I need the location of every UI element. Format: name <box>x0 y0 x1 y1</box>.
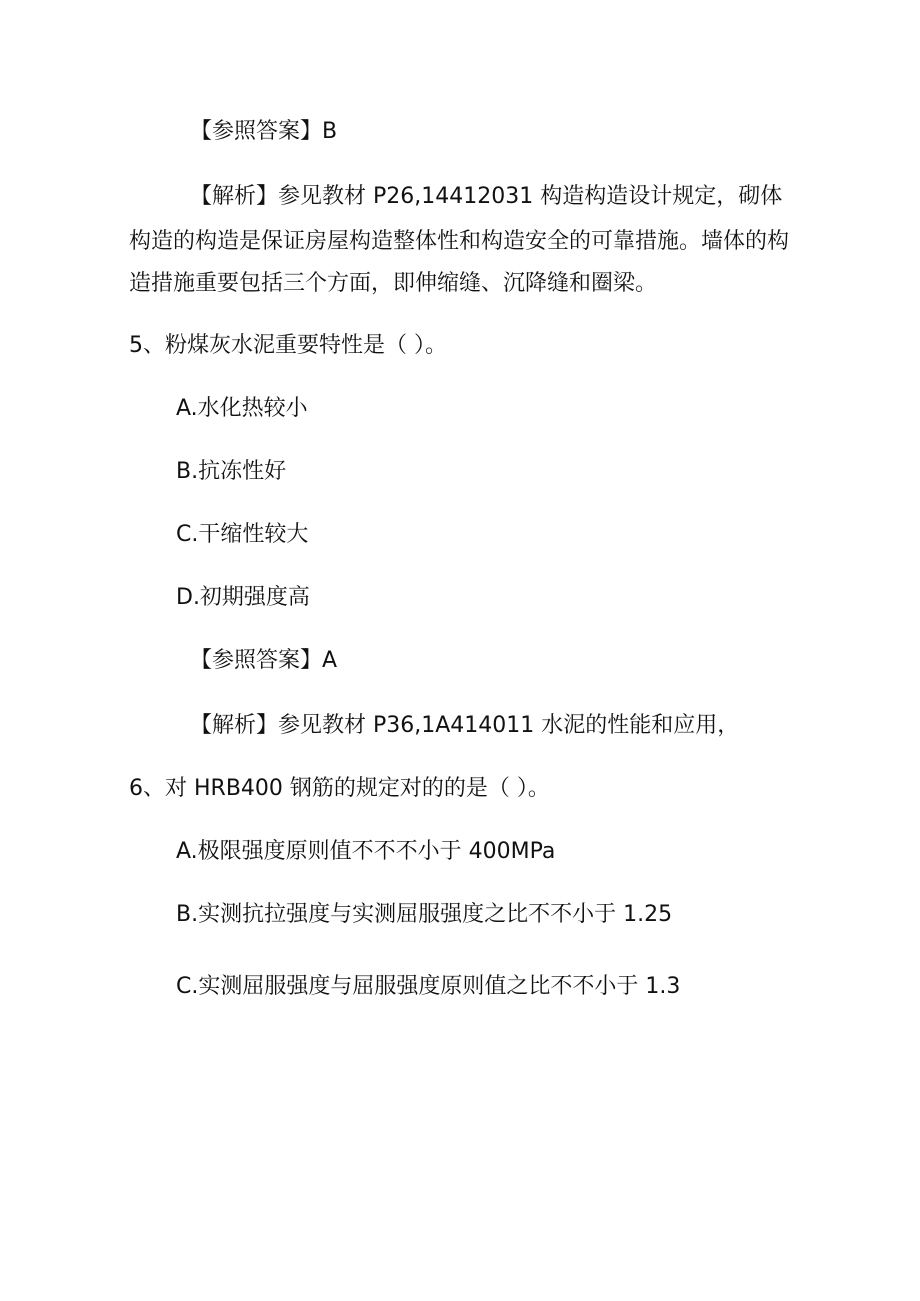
q6-question: 6、对 HRB400 钢筋的规定对的的是（ ）。 <box>129 776 550 801</box>
q5-option-a: A.水化热较小 <box>176 396 308 421</box>
q5-question: 5、粉煤灰水泥重要特性是（ ）。 <box>129 333 447 358</box>
q5-option-c: C.干缩性较大 <box>176 522 309 547</box>
q5-option-b: B.抗冻性好 <box>176 459 287 484</box>
q4-analysis-line-1: 【解析】参见教材 P26,14412031 构造构造设计规定，砌体 <box>190 184 783 209</box>
q5-analysis: 【解析】参见教材 P36,1A414011 水泥的性能和应用， <box>190 713 740 738</box>
q6-option-c: C.实测屈服强度与屈服强度原则值之比不不小于 1.3 <box>176 974 681 999</box>
q4-answer: 【参照答案】B <box>190 119 338 144</box>
q6-option-a: A.极限强度原则值不不不小于 400MPa <box>176 839 556 864</box>
q5-option-d: D.初期强度高 <box>176 585 310 610</box>
q6-option-b: B.实测抗拉强度与实测屈服强度之比不不小于 1.25 <box>176 902 673 927</box>
q5-answer: 【参照答案】A <box>190 648 338 673</box>
q4-analysis-line-2: 构造的构造是保证房屋构造整体性和构造安全的可靠措施。墙体的构 <box>129 229 790 254</box>
q4-analysis-line-3: 造措施重要包括三个方面，即伸缩缝、沉降缝和圈梁。 <box>129 271 658 296</box>
